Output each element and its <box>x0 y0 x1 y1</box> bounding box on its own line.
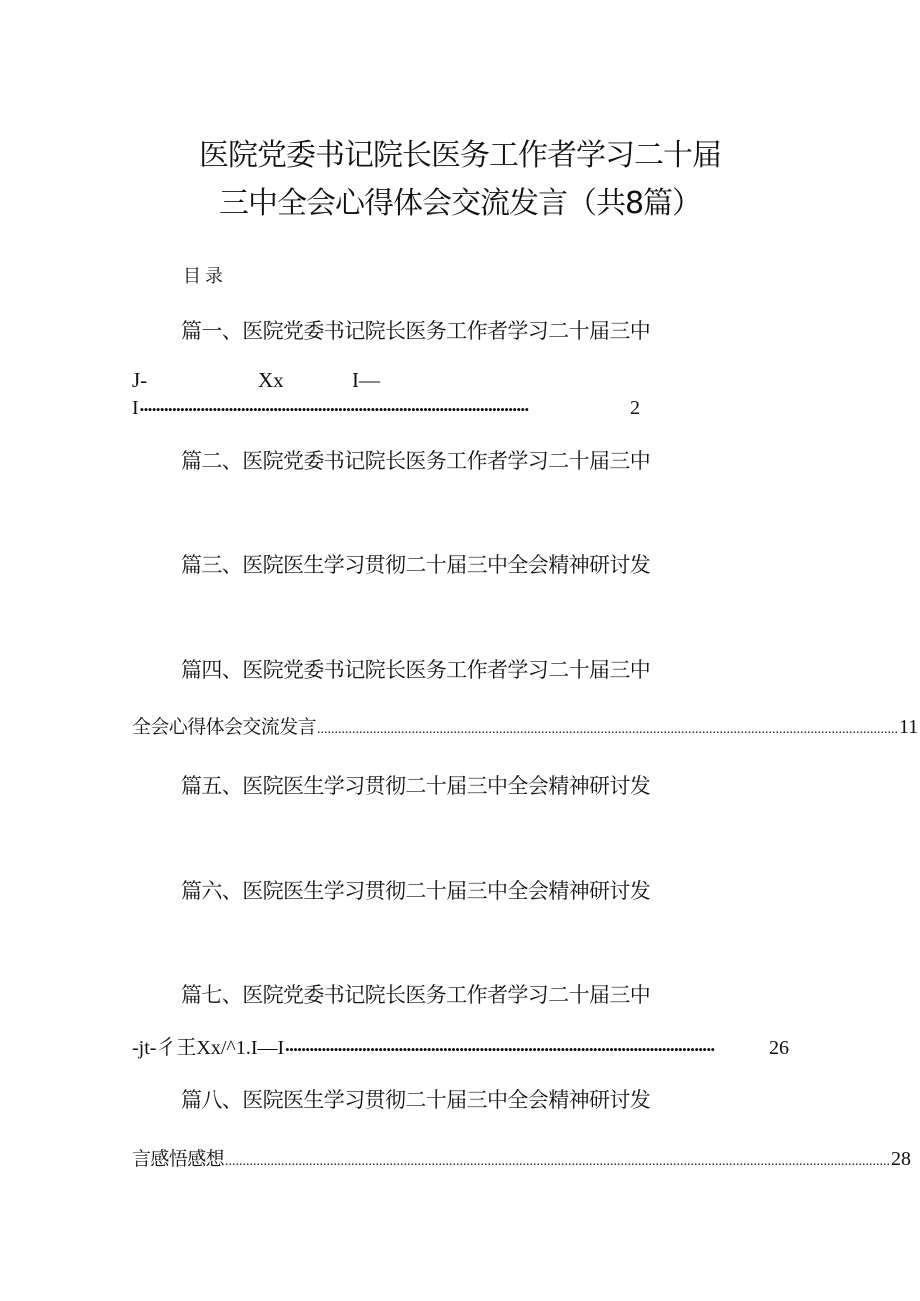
toc-garbled-fragment-2: Xx <box>258 368 284 392</box>
toc-leader-text-8: 言感悟感想 <box>132 1148 225 1170</box>
toc-leader-dots-4: ...................................................................................................................................................................... <box>317 722 899 737</box>
toc-heading-7: 篇七、医院党委书记院长医务工作者学习二十届三中 <box>181 983 651 1007</box>
toc-garbled-fragment-3: I— <box>352 368 380 392</box>
toc-page-number-1: 2 <box>630 397 640 419</box>
toc-leader-4 <box>132 713 919 744</box>
toc-leader-dots-1: •••••••••••••••••••••••••••••••••••••••••••••••••••••••••••••••••••••••••••••••••••••••••••••••• <box>139 402 529 417</box>
toc-page-number-4: 11 <box>899 716 919 738</box>
toc-leader-text-4: 全会心得体会交流发言 <box>132 716 317 738</box>
toc-heading-2: 篇二、医院党委书记院长医务工作者学习二十届三中 <box>181 449 651 473</box>
toc-heading-4: 篇四、医院党委书记院长医务工作者学习二十届三中 <box>181 658 651 682</box>
toc-heading-1: 篇一、医院党委书记院长医务工作者学习二十届三中 <box>181 319 651 343</box>
toc-leader-text-1: I <box>132 397 139 419</box>
toc-leader-8 <box>132 1145 912 1176</box>
toc-heading-3: 篇三、医院医生学习贯彻二十届三中全会精神研讨发 <box>181 553 651 577</box>
toc-leader-text-7: -jt-彳王Xx/^1.I—I <box>132 1037 285 1059</box>
toc-leader-dots-7: •••••••••••••••••••••••••••••••••••••••••••••••••••••••••••••••••••••••••••••••••••••••••••••••••••••••••• <box>285 1042 715 1057</box>
toc-heading-6: 篇六、医院医生学习贯彻二十届三中全会精神研讨发 <box>181 879 651 903</box>
toc-page-number-8: 28 <box>891 1148 912 1170</box>
toc-garbled-fragment-1: J- <box>132 368 148 392</box>
toc-leader-dots-8: .............................................................................................................................................................................................. <box>225 1154 891 1169</box>
toc-heading-8: 篇八、医院医生学习贯彻二十届三中全会精神研讨发 <box>181 1088 651 1112</box>
toc-heading-5: 篇五、医院医生学习贯彻二十届三中全会精神研讨发 <box>181 774 651 798</box>
toc-leader-1 <box>132 394 640 424</box>
document-title-line-2: 三中全会心得体会交流发言（共8篇） <box>218 186 702 221</box>
toc-leader-7 <box>132 1034 789 1064</box>
toc-page-number-7: 26 <box>769 1037 789 1059</box>
document-title-line-1: 医院党委书记院长医务工作者学习二十届 <box>199 138 721 173</box>
toc-label: 目录 <box>183 266 227 287</box>
